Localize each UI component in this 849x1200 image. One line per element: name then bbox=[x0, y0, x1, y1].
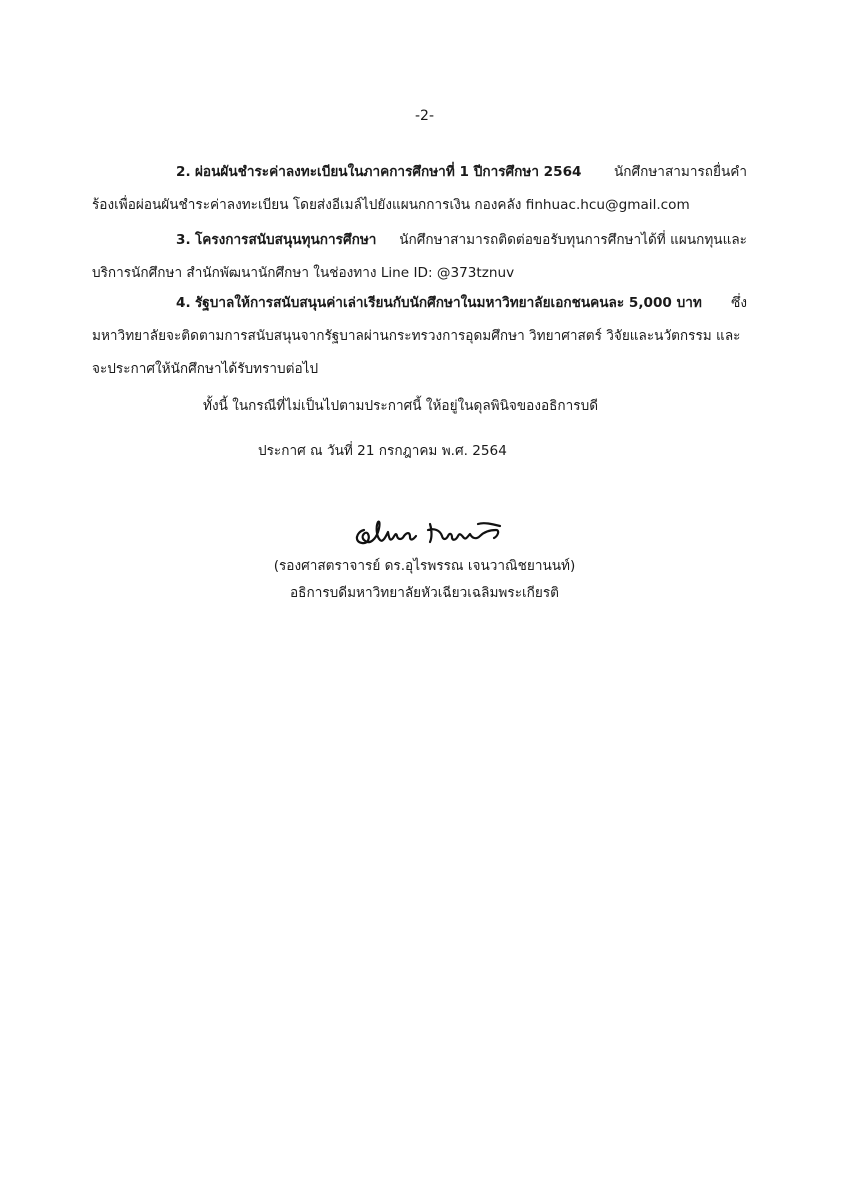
item-4 bbox=[92, 293, 747, 392]
signer-name: (รองศาสตราจารย์ ดร.อุไรพรรณ เจนวาณิชยานนท์) bbox=[273, 558, 576, 574]
item-4-number: 4. bbox=[176, 295, 191, 311]
item-2 bbox=[92, 162, 747, 228]
item-4-line-3: จะประกาศให้นักศึกษาได้รับทราบต่อไป bbox=[92, 361, 319, 377]
item-4-heading: รัฐบาลให้การสนับสนุนค่าเล่าเรียนกับนักศึกษาในมหาวิทยาลัยเอกชนคนละ 5,000 บาท bbox=[194, 295, 702, 311]
signature bbox=[350, 508, 520, 558]
item-2-line-2: ร้องเพื่อผ่อนผันชำระค่าลงทะเบียน โดยส่งอีเมล์ไปยังแผนกการเงิน กองคลัง finhuac.hcu@gmail.com bbox=[92, 197, 690, 213]
page-number: -2- bbox=[414, 108, 434, 124]
item-2-number: 2. bbox=[176, 164, 191, 180]
item-2-heading: ผ่อนผันชำระค่าลงทะเบียนในภาคการศึกษาที่ 1 ปีการศึกษา 2564 bbox=[194, 164, 582, 180]
item-2-line-1-rest: นักศึกษาสามารถยื่นคำ bbox=[613, 164, 747, 180]
item-3-line-1-rest: นักศึกษาสามารถติดต่อขอรับทุนการศึกษาได้ที่ แผนกทุนและ bbox=[399, 232, 747, 248]
item-4-line-1 bbox=[92, 293, 747, 326]
item-2-line-1 bbox=[92, 162, 747, 195]
item-3-line-1 bbox=[92, 230, 747, 263]
announcement-date: ประกาศ ณ วันที่ 21 กรกฎาคม พ.ศ. 2564 bbox=[258, 443, 507, 459]
item-3-line-2: บริการนักศึกษา สำนักพัฒนานักศึกษา ในช่องทาง Line ID: @373tznuv bbox=[92, 265, 515, 281]
signer-title: อธิการบดีมหาวิทยาลัยหัวเฉียวเฉลิมพระเกียรติ bbox=[290, 585, 559, 601]
item-4-line-2: มหาวิทยาลัยจะติดตามการสนับสนุนจากรัฐบาลผ่านกระทรวงการอุดมศึกษา วิทยาศาสตร์ วิจัยและนวัตกรรม และ bbox=[92, 328, 741, 344]
item-3-number: 3. bbox=[176, 232, 191, 248]
closing-statement: ทั้งนี้ ในกรณีที่ไม่เป็นไปตามประกาศนี้ ให้อยู่ในดุลพินิจของอธิการบดี bbox=[203, 398, 599, 414]
item-3 bbox=[92, 230, 747, 296]
item-3-heading: โครงการสนับสนุนทุนการศึกษา bbox=[194, 232, 377, 248]
item-4-line-1-rest: ซึ่ง bbox=[731, 295, 747, 311]
